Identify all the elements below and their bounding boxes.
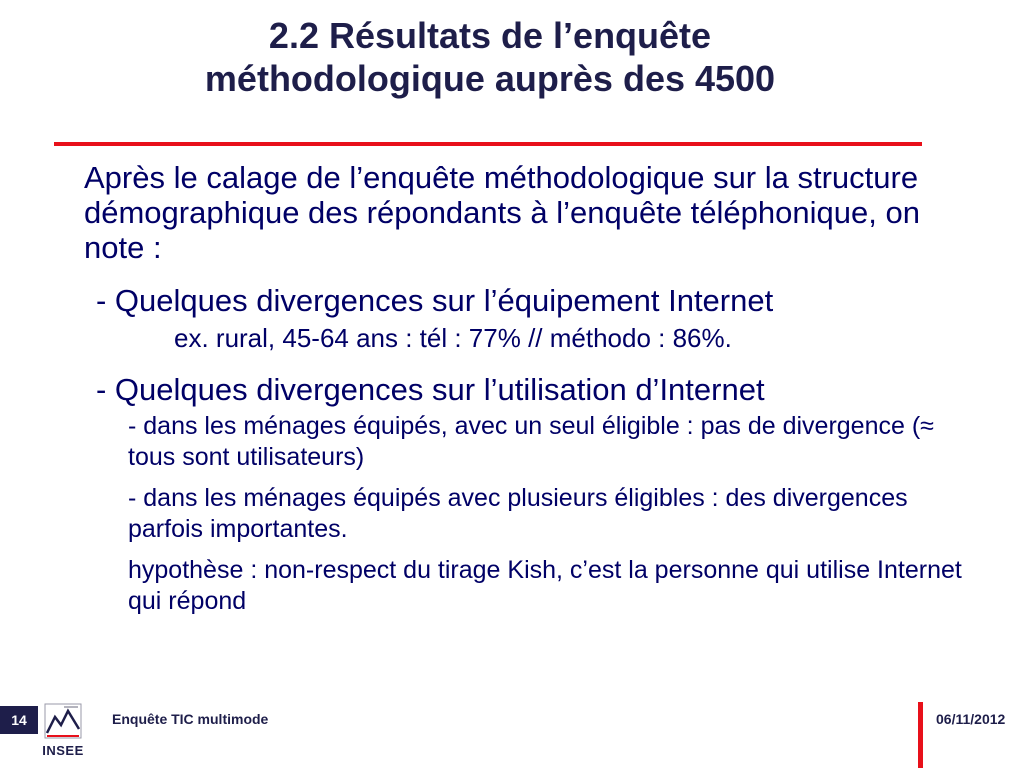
- slide-title: [60, 14, 920, 100]
- footer-divider: [918, 702, 923, 768]
- slide-body: [84, 160, 984, 627]
- usage-item-single-eligible: - dans les ménages équipés, avec un seul éligible : pas de divergence (≈ tous sont utilisateurs): [128, 412, 934, 471]
- page-number: 14: [0, 706, 38, 734]
- footer-title: Enquête TIC multimode: [112, 711, 269, 727]
- bullet-usage: - Quelques divergences sur l’utilisation d’Internet: [96, 372, 765, 407]
- title-divider: [54, 142, 922, 146]
- intro-paragraph: Après le calage de l’enquête méthodologique sur la structure démographique des répondants à l’enquête téléphonique, on note :: [84, 160, 920, 265]
- equipment-example: ex. rural, 45-64 ans : tél : 77% // méthodo : 86%.: [174, 323, 732, 353]
- insee-logo: [38, 703, 88, 763]
- insee-logo-icon: [44, 703, 82, 739]
- slide-title-line2: méthodologique auprès des 4500: [204, 58, 776, 99]
- footer-date: 06/11/2012: [936, 711, 1006, 727]
- usage-item-hypothesis: hypothèse : non-respect du tirage Kish, c’est la personne qui utilise Internet qui répond: [128, 556, 962, 615]
- usage-item-multiple-eligible: - dans les ménages équipés avec plusieurs éligibles : des divergences parfois importantes.: [128, 484, 908, 543]
- insee-logo-text: INSEE: [42, 743, 84, 758]
- slide-title-line1: 2.2 Résultats de l’enquête: [268, 15, 712, 56]
- bullet-equipment: - Quelques divergences sur l’équipement Internet: [96, 283, 774, 318]
